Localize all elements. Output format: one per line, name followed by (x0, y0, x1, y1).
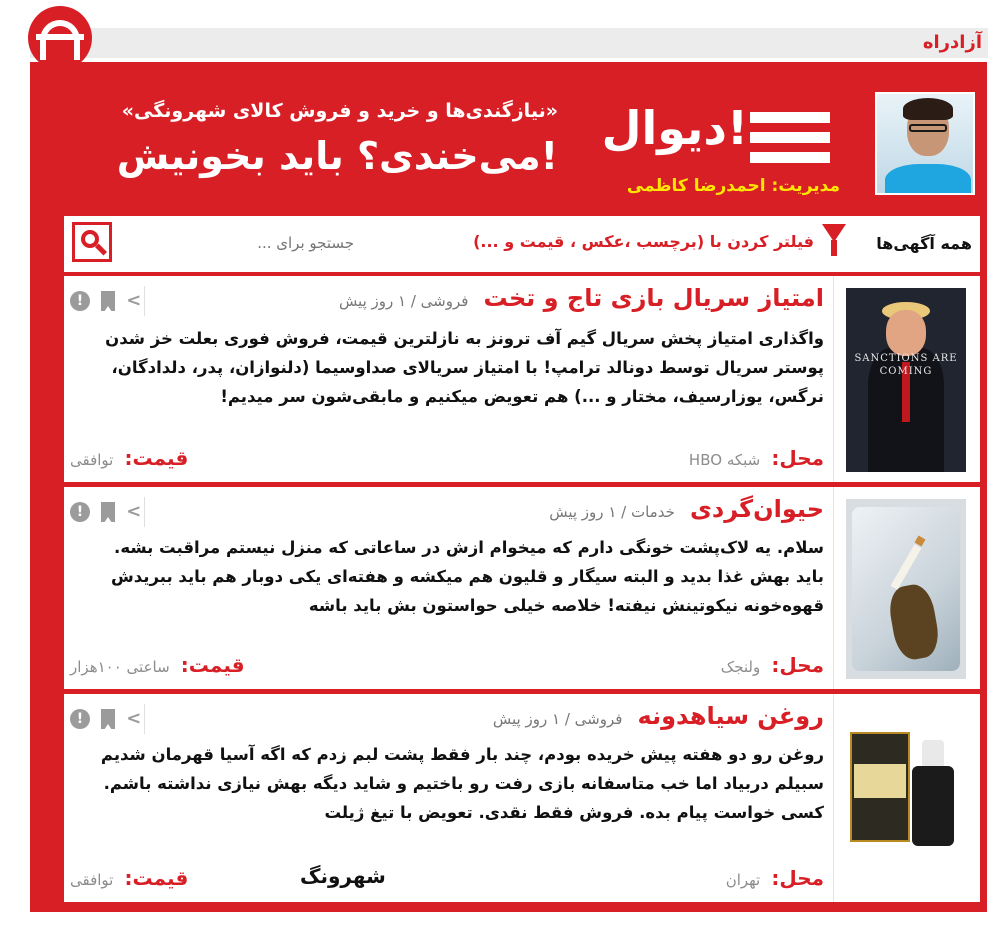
ad-price (70, 866, 188, 890)
price-value: توافقی (70, 451, 114, 469)
ad-meta: خدمات / ۱ روز پیش (549, 503, 675, 521)
publisher-signature: شهرونگ (300, 864, 386, 888)
location-label: محل: (771, 866, 824, 890)
ad-location (689, 446, 824, 470)
editor-photo (875, 92, 975, 195)
publication-logo (28, 6, 92, 70)
share-icon[interactable]: < (126, 708, 142, 729)
ad-body: سلام. یه لاک‌پشت خونگی دارم که میخوام ازش در ساعاتی که منزل نیستم مراقبت بشه. باید بهش غذا بدید و البته سیگار و قلیون هم میکشه و هفته‌ای یکی دوبار هم باید ببریدش قهوه‌خونه نیکوتینش نیفته! خلاصه خیلی حواستون بش باید باشه (111, 538, 824, 615)
ad-title[interactable]: روغن سیاهدونه (637, 702, 824, 730)
location-label: محل: (771, 446, 824, 470)
bookmark-icon[interactable] (101, 709, 115, 729)
report-icon[interactable]: ! (70, 709, 90, 729)
location-label: محل: (771, 653, 824, 677)
logo-road-shape (36, 34, 84, 40)
price-value: ساعتی ۱۰۰هزار (70, 658, 170, 676)
ad-thumbnail[interactable] (846, 722, 966, 872)
column-brand: دیوال! (601, 101, 748, 155)
column-header (30, 62, 987, 212)
location-value: تهران (725, 871, 761, 889)
ad-meta: فروشی / ۱ روز پیش (338, 292, 469, 310)
all-ads-tab[interactable]: همه آگهی‌ها (876, 234, 972, 253)
filter-link[interactable]: فیلتر کردن با (برچسب ،عکس ، قیمت و ...) (473, 232, 814, 251)
ad-actions (70, 708, 150, 732)
ad-thumbnail[interactable] (846, 288, 966, 472)
location-value: شبکه HBO (688, 451, 761, 469)
thumbnail-caption: SANCTIONS ARE COMING (854, 353, 958, 377)
share-icon[interactable]: < (126, 290, 142, 311)
search-bar (64, 216, 980, 272)
report-icon[interactable]: ! (70, 502, 90, 522)
bookmark-icon[interactable] (101, 502, 115, 522)
logo-arch-shape (40, 20, 80, 60)
ad-price (70, 446, 188, 470)
price-label: قیمت: (124, 446, 189, 470)
location-value: ولنجک (720, 658, 761, 676)
classifieds-frame (30, 62, 987, 912)
column-slogan: می‌خندی؟ باید بخونیش! (116, 134, 558, 178)
ad-title[interactable]: امتیاز سریال بازی تاج و تخت (483, 284, 824, 312)
column-tagline: «نیازگندی‌ها و خرید و فروش کالای شهرونگی» (121, 100, 558, 122)
price-value: توافقی (70, 871, 114, 889)
ad-title-row (184, 702, 824, 730)
ad-body: واگذاری امتیاز پخش سریال گیم آف ترونز به نازلترین قیمت، فروش فوری بعلت خز شدن پوستر سریال توسط دونالد ترامپ! با امتیاز سریالای صداوسیما (دلنوازان، پدر، دلدادگان، نرگس، یوزارسیف، مختار و ...) هم تعویض میکنیم و مابقی‌شون سر میدیم! (105, 329, 824, 406)
menu-stripes-icon (750, 112, 830, 172)
ad-body: روغن رو دو هفته پیش خریده بودم، چند بار فقط پشت لبم زدم که اگه آسیا قهرمان شدیم سبیلم دربیاد اما خب متاسفانه بازی رفت رو باختیم و شاید دیگه بهش نیازی نداشته باشم. کسی خواست پیام بده. فروش فقط نقدی. تعویض با تیغ ژیلت (100, 745, 824, 822)
ad-price (70, 653, 245, 677)
ad-location (721, 653, 824, 677)
editor-credit: مدیریت: احمدرضا کاظمی (626, 176, 840, 196)
bookmark-icon[interactable] (101, 291, 115, 311)
ad-card[interactable] (64, 276, 980, 482)
search-input[interactable] (174, 228, 354, 258)
price-label: قیمت: (124, 866, 189, 890)
ad-actions (70, 290, 150, 314)
ad-card[interactable] (64, 694, 980, 902)
report-icon[interactable]: ! (70, 291, 90, 311)
ad-title-row (184, 495, 824, 523)
top-strip (0, 0, 1000, 70)
top-strip-bar (30, 28, 988, 58)
ad-location (726, 866, 824, 890)
ad-card[interactable] (64, 487, 980, 689)
ad-title[interactable]: حیوان‌گردی (689, 495, 824, 523)
share-icon[interactable]: < (126, 501, 142, 522)
ad-title-row (184, 284, 824, 312)
ad-meta: فروشی / ۱ روز پیش (492, 710, 623, 728)
search-button[interactable] (72, 222, 112, 262)
ad-thumbnail[interactable] (846, 499, 966, 679)
ad-actions (70, 501, 150, 525)
price-label: قیمت: (180, 653, 245, 677)
source-label: آزادراه (922, 32, 982, 53)
